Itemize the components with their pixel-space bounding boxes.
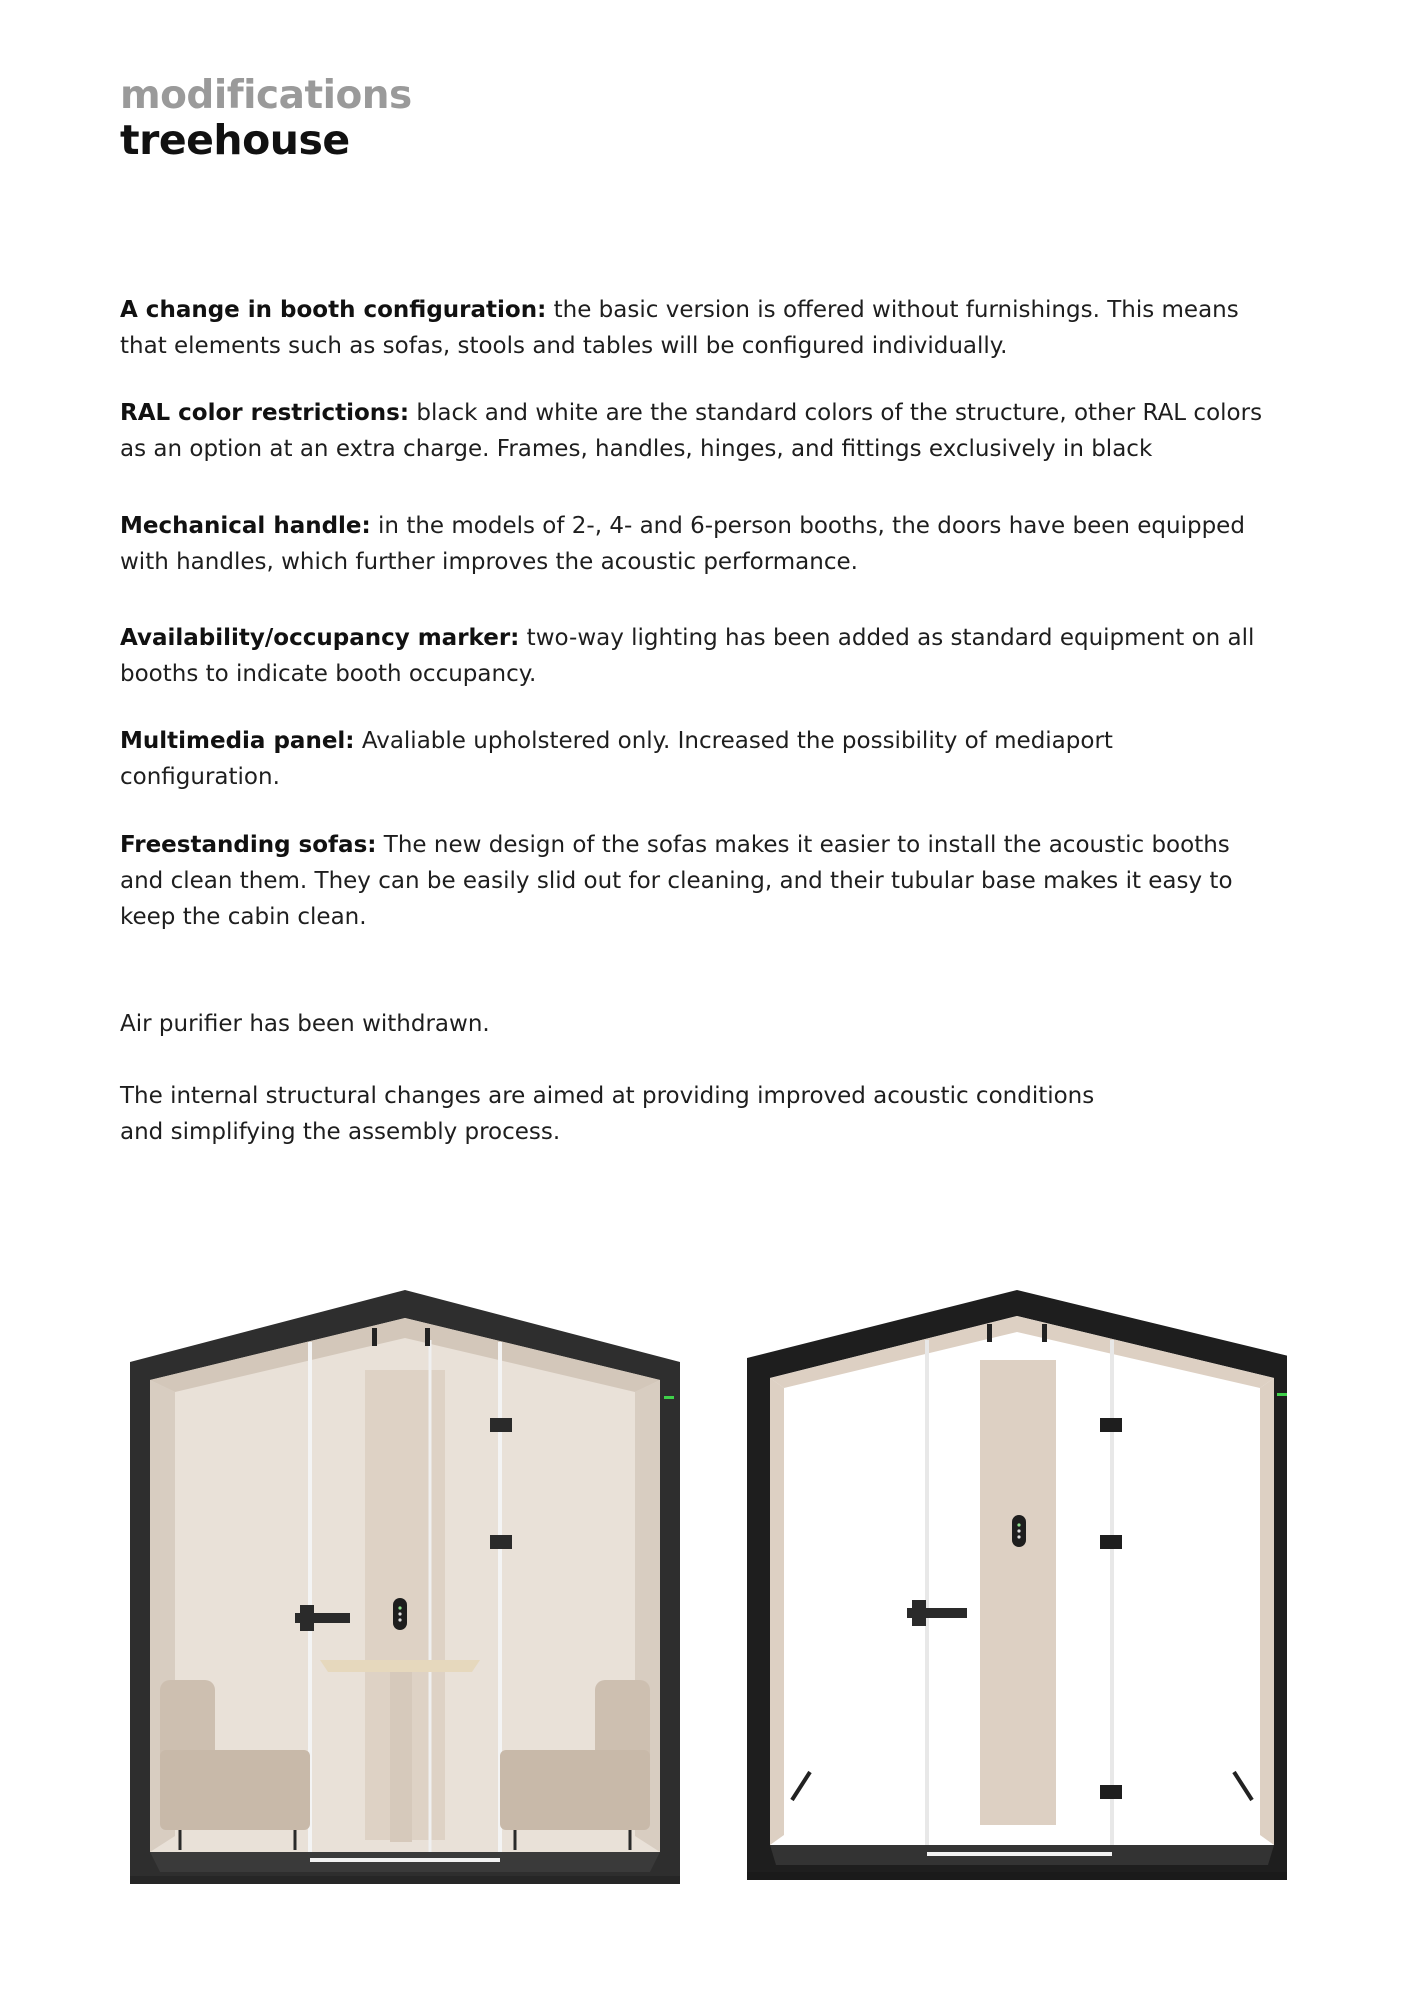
hinge-icon [490,1535,512,1549]
section-text: Avaliable upholstered only. Increased the possibility of mediaport configuration. [120,728,1113,790]
led-indicator-icon [664,1396,674,1399]
section-label: Multimedia panel: [120,728,355,754]
section-mechanical-handle [120,508,1280,580]
page-title: treehouse [120,116,350,164]
page-heading [120,74,412,162]
hinge-icon [1100,1418,1122,1432]
hinge-icon [1100,1535,1122,1549]
led-indicator-icon [1277,1393,1287,1396]
section-label: Availability/occupancy marker: [120,625,520,651]
section-text: The new design of the sofas makes it easier to install the acoustic booths and clean them. They can be easily slid out for cleaning, and their tubular base makes it easy to keep the cabin clean. [120,832,1233,930]
hinge-icon [1100,1785,1122,1799]
section-label: Freestanding sofas: [120,832,377,858]
booth-empty-image [712,1280,1287,1940]
section-booth-configuration [120,292,1280,364]
section-text: black and white are the standard colors of the structure, other RAL colors as an option at an extra charge. Frames, handles, hinges, and fittings exclusively in black [120,400,1263,462]
note-air-purifier: Air purifier has been withdrawn. [120,1011,490,1037]
section-text: in the models of 2-, 4- and 6-person booths, the doors have been equipped with handles, which further improves the acoustic performance. [120,513,1245,575]
booth-furnished-image [120,1280,690,1900]
section-occupancy-marker [120,620,1280,692]
section-text: the basic version is offered without furnishings. This means that elements such as sofas, stools and tables will be configured individually. [120,297,1239,359]
note-line: and simplifying the assembly process. [120,1119,561,1145]
section-ral-colors [120,395,1280,467]
section-label: Mechanical handle: [120,513,371,539]
section-freestanding-sofas [120,827,1280,935]
note-structural-changes [120,1078,1280,1150]
page-subtitle: modifications [120,73,412,118]
table-icon [320,1660,480,1672]
section-text: two-way lighting has been added as standard equipment on all booths to indicate booth occupancy. [120,625,1255,687]
hinge-icon [490,1418,512,1432]
section-label: RAL color restrictions: [120,400,410,426]
note-line: The internal structural changes are aimed at providing improved acoustic conditions [120,1083,1095,1109]
section-multimedia-panel [120,723,1280,795]
section-label: A change in booth configuration: [120,297,547,323]
